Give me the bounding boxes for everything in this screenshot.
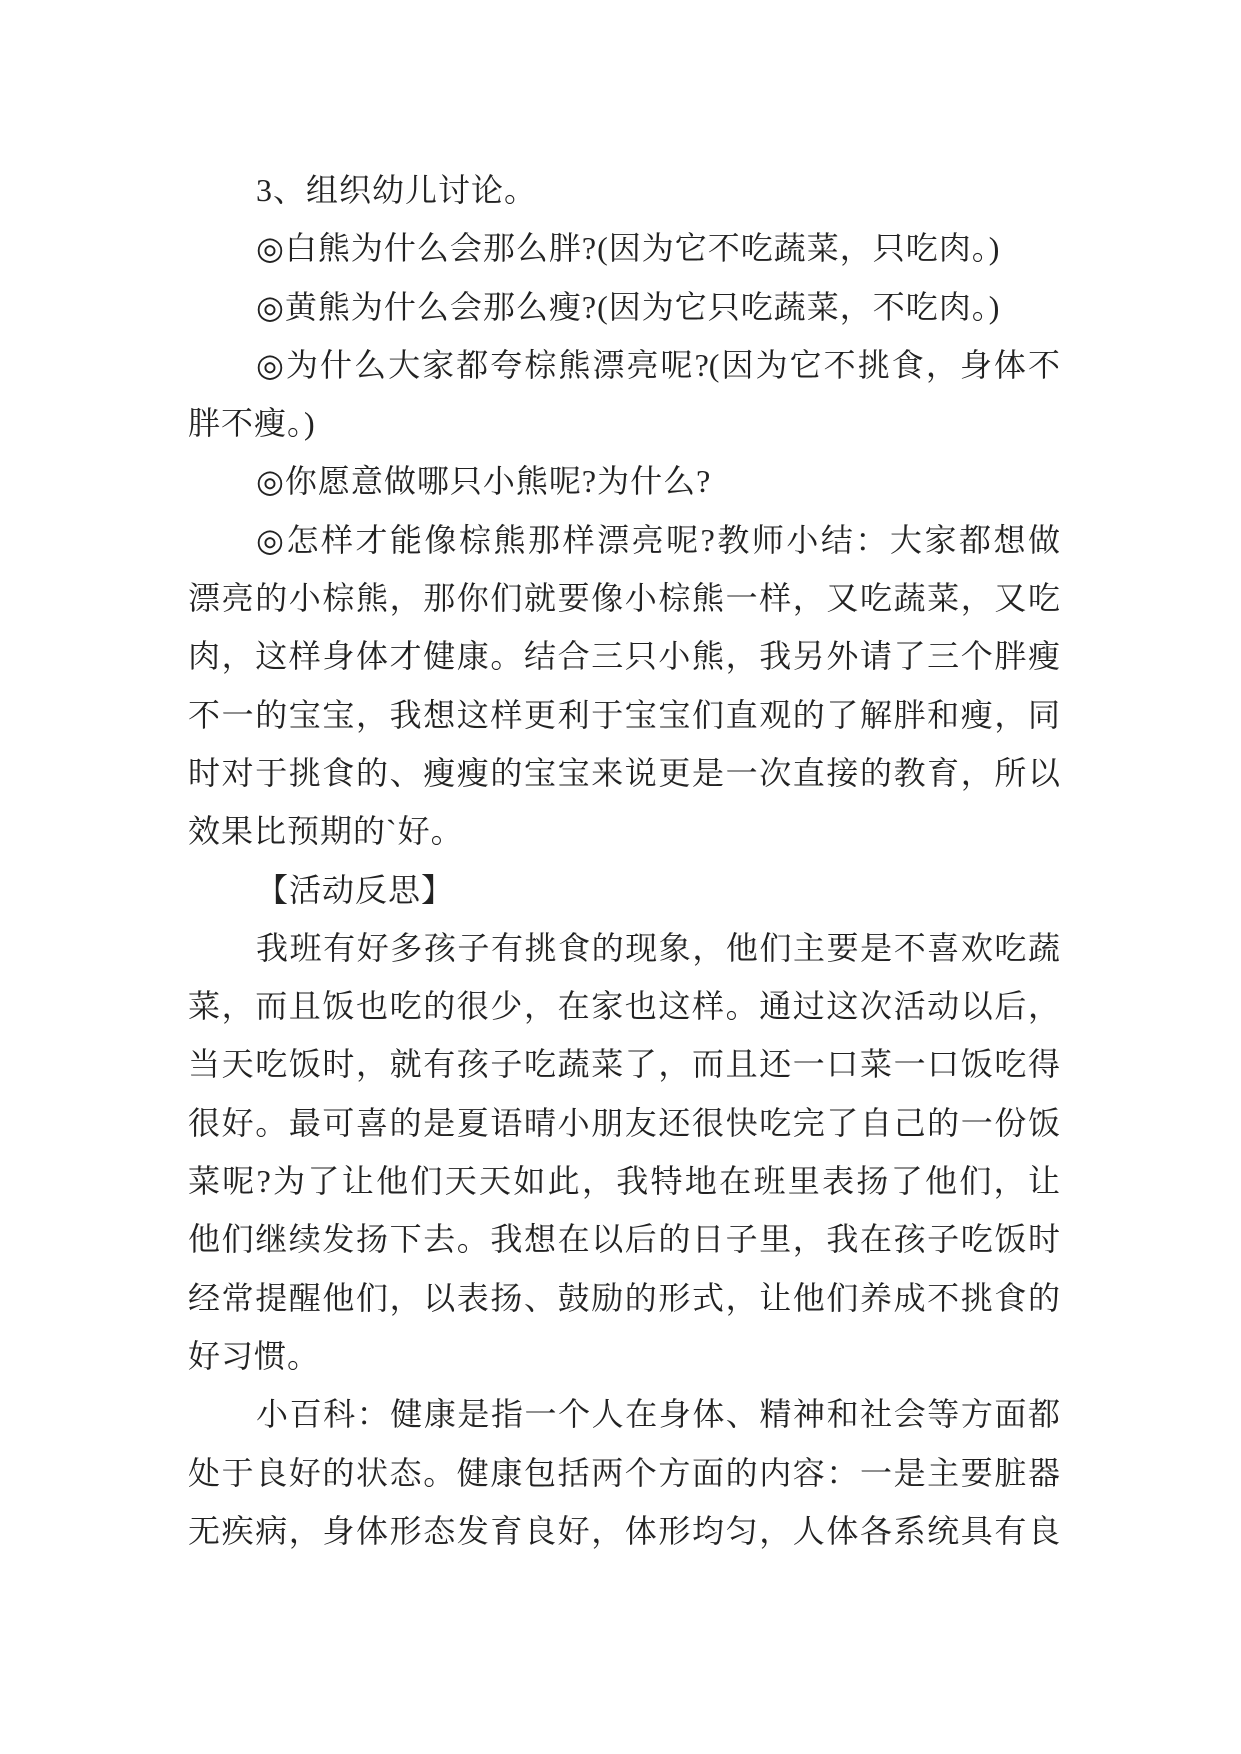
text-line: 菜，而且饭也吃的很少，在家也这样。通过这次活动以后， [188,988,1060,1025]
text-line-encyclopedia-note: 小百科：健康是指一个人在身体、精神和社会等方面都 [256,1396,1060,1433]
text-line: 肉，这样身体才健康。结合三只小熊，我另外请了三个胖瘦 [188,638,1060,675]
text-line: 好习惯。 [188,1337,321,1374]
text-line: 菜呢?为了让他们天天如此，我特地在班里表扬了他们，让 [188,1163,1060,1200]
text-line: 时对于挑食的、瘦瘦的宝宝来说更是一次直接的教育，所以 [188,754,1060,791]
text-line-bullet-yellow-bear: ◎黄熊为什么会那么瘦?(因为它只吃蔬菜，不吃肉。) [256,288,1001,325]
text-line: 效果比预期的`好。 [188,813,464,850]
text-line: 不一的宝宝，我想这样更利于宝宝们直观的了解胖和瘦，同 [188,696,1060,733]
text-line-bullet-which-bear: ◎你愿意做哪只小熊呢?为什么? [256,463,712,500]
text-line: 经常提醒他们，以表扬、鼓励的形式，让他们养成不挑食的 [188,1279,1060,1316]
text-line: 漂亮的小棕熊，那你们就要像小棕熊一样，又吃蔬菜，又吃 [188,580,1060,617]
text-line-bullet-brown-bear: ◎为什么大家都夸棕熊漂亮呢?(因为它不挑食，身体不 [256,346,1060,383]
text-line: 很好。最可喜的是夏语晴小朋友还很快吃完了自己的一份饭 [188,1104,1060,1141]
document-text-block [188,161,1060,1560]
text-line: 他们继续发扬下去。我想在以后的日子里，我在孩子吃饭时 [188,1221,1060,1258]
text-line: 无疾病，身体形态发育良好，体形均匀，人体各系统具有良 [188,1512,1060,1549]
text-line-bullet-white-bear: ◎白熊为什么会那么胖?(因为它不吃蔬菜，只吃肉。) [256,230,1001,267]
text-line: 我班有好多孩子有挑食的现象，他们主要是不喜欢吃蔬 [256,929,1060,966]
text-line-bullet-teacher-summary: ◎怎样才能像棕熊那样漂亮呢?教师小结：大家都想做 [256,521,1060,558]
text-line: 胖不瘦。) [188,405,316,442]
text-line: 当天吃饭时，就有孩子吃蔬菜了，而且还一口菜一口饭吃得 [188,1046,1060,1083]
text-line: 处于良好的状态。健康包括两个方面的内容：一是主要脏器 [188,1454,1060,1491]
text-line-section-heading: 3、组织幼儿讨论。 [256,172,538,208]
text-line-reflection-heading: 【活动反思】 [256,871,455,908]
